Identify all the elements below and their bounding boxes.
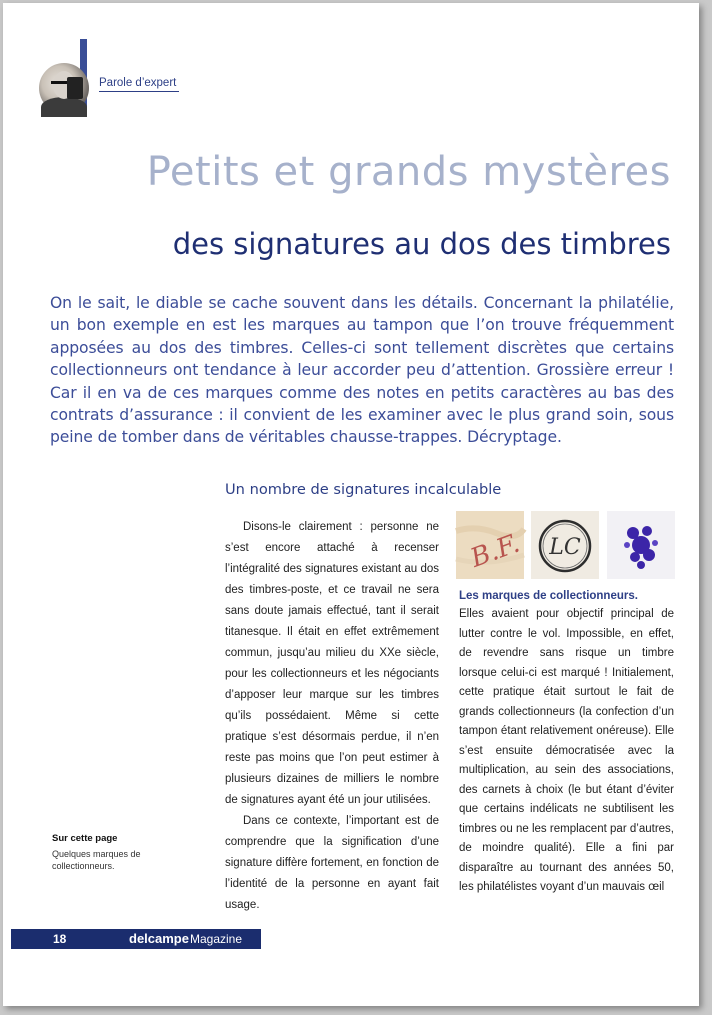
magazine-label: Magazine: [190, 932, 243, 946]
section-label: Parole d’expert: [99, 77, 179, 92]
article-column-1: [225, 517, 439, 911]
article-column-2: Elles avaient pour objectif principal de lutter contre le vol. Impossible, en effet, de revendre sans risque un timbre lorsque celui-ci est marqué ! Initialement, cette pratique était surtout le fait de grands collectionneurs (la confection d’un tampon étant relativement onéreuse). Elle s’est ensuite démocratisée avec la multiplication, au sein des associations, des carnets à choix (le but étant d’éviter que certains indélicats ne subtilisent les timbres ou ne les remplacent par d’autres, de moindre qualité). Elle a fini par disparaître au tournant des années 50, les philatélistes voyant d’un mauvais œil: [459, 608, 674, 893]
expert-photo: [39, 63, 89, 113]
collector-mark-image: [607, 511, 675, 579]
page-number: 18: [53, 932, 67, 946]
image-caption-title: Les marques de collectionneurs.: [459, 590, 638, 602]
side-caption-title: Sur cette page: [52, 833, 118, 844]
collector-marks-images: [456, 511, 675, 579]
article-subtitle: des signatures au dos des timbres: [172, 227, 671, 261]
paragraph: Dans ce contexte, l’important est de comprendre que la signification d’une signature diffère fortement, en fonction de l’identité de la personne en ayant fait usage.: [225, 815, 439, 911]
article-title: Petits et grands mystères: [146, 149, 671, 195]
collector-mark-image: [531, 511, 599, 579]
page-footer: [11, 929, 261, 949]
mark-text: LC: [549, 535, 581, 560]
brand-logo: delcampe: [129, 931, 189, 946]
mark-text: B.F.: [466, 528, 524, 574]
magazine-page: [3, 3, 699, 1006]
collector-mark-image: [456, 511, 524, 579]
paragraph: Disons-le clairement : personne ne s’est encore attaché à recenser l’intégralité des signatures existant au dos des timbres-poste, et ce travail ne sera sans doute jamais effectué, tant il serait titanesque. Il était en effet extrêmement commun, jusqu’au milieu du XXe siècle, pour les collectionneurs et les négociants d’apposer leur marque sur les timbres qu’ils possédaient. Même si cette pratique s’est désormais perdue, il n’en reste pas moins que l’on peut estimer à plusieurs dizaines de milliers le nombre de signatures ayant été un jour utilisées.: [225, 521, 439, 806]
side-caption-text: Quelques marques de collectionneurs.: [52, 849, 141, 871]
section-heading: Un nombre de signatures incalculable: [225, 481, 502, 498]
article-intro: On le sait, le diable se cache souvent dans les détails. Concernant la philatélie, un bon exemple en est les marques au tampon que l’on trouve fréquemment apposées au dos des timbres. Celles-ci sont tellement discrètes que certains collectionneurs ont tendance à leur accorder peu d’attention. Grossière erreur ! Car il en va de ces marques comme des notes en petits caractères au bas des contrats d’assurance : il convient de les examiner avec le plus grand soin, sous peine de tomber dans de véritables chausse-trappes. Décryptage.: [50, 294, 674, 447]
